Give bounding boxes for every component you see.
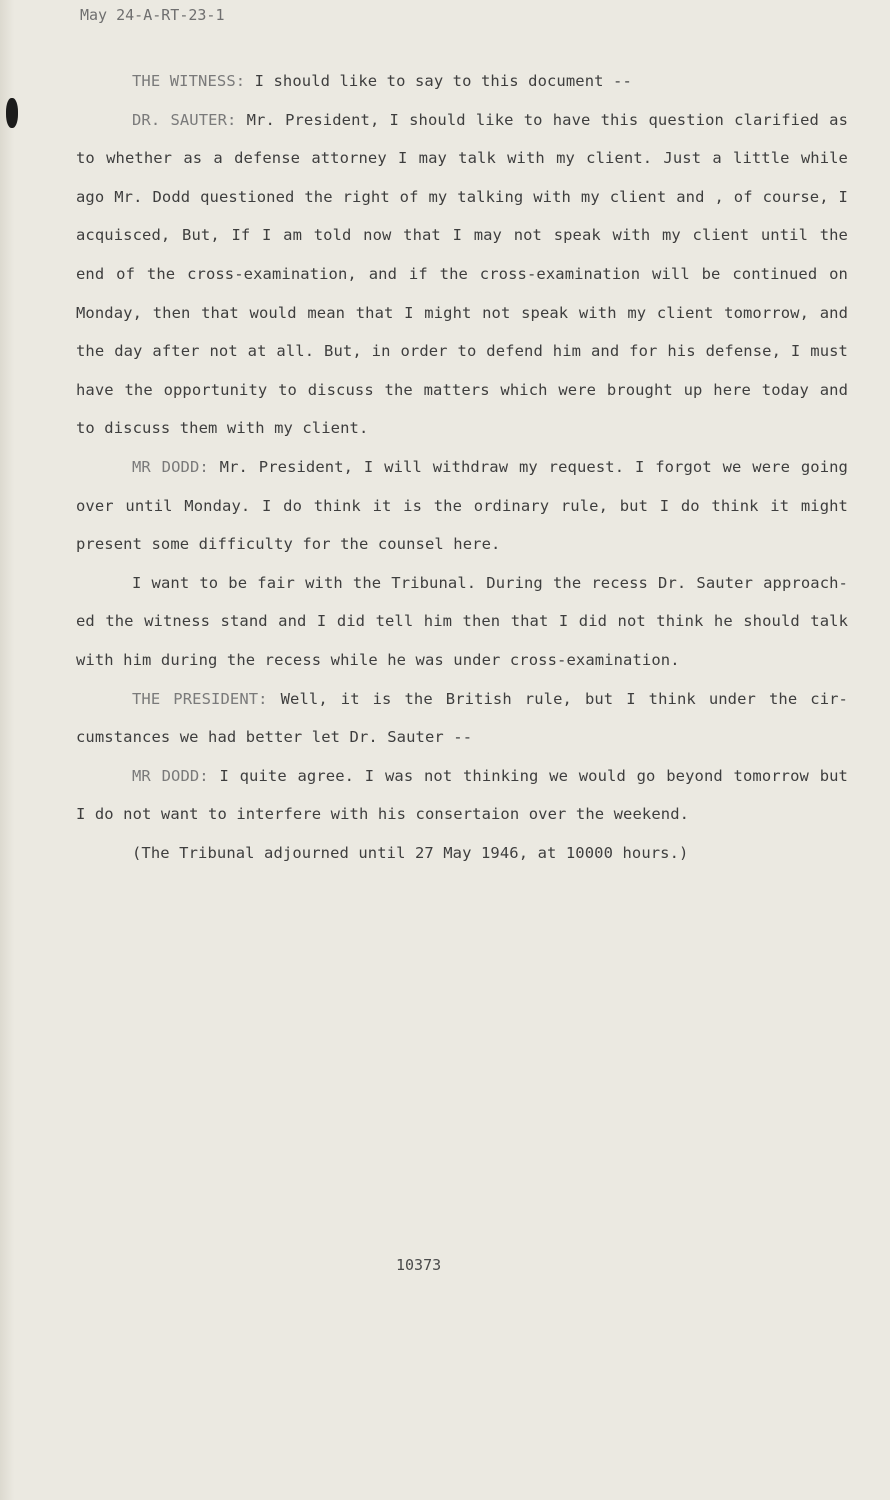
paragraph-dodd-1 [76, 448, 848, 564]
paragraph-text: I quite agree. I was not thinking we would go beyond tomorrow but I do not want to interfere with his consertaion over the weekend. [76, 766, 848, 824]
paragraph-dodd-3 [76, 757, 848, 834]
transcript-body [76, 62, 848, 872]
speaker-label: THE PRESIDENT: [132, 689, 268, 708]
paragraph-text: (The Tribunal adjourned until 27 May 1946, at 10000 hours.) [132, 843, 689, 862]
paragraph-sauter [76, 101, 848, 448]
speaker-label: DR. SAUTER: [132, 110, 237, 129]
paragraph-president [76, 680, 848, 757]
paragraph-text: Well, it is the British rule, but I think under the cir-cumstances we had better let Dr. Sauter -- [76, 689, 848, 747]
paragraph-text: I want to be fair with the Tribunal. During the recess Dr. Sauter approach-ed the witness stand and I did tell him then that I did not think he should talk with him during the recess while he was under cross-examination. [76, 573, 848, 669]
page-left-edge [0, 0, 14, 1500]
punch-hole-mark [6, 98, 18, 128]
paragraph-text: Mr. President, I should like to have this question clarified as to whether as a defense attorney I may talk with my client. Just a little while ago Mr. Dodd questioned the right of my talking with my client and , of course, I acquisced, But, If I am told now that I may not speak with my client until the end of the cross-examination, and if the cross-examination will be continued on Monday, then that would mean that I might not speak with my client tomorrow, and the day after not at all. But, in order to defend him and for his defense, I must have the opportunity to discuss the matters which were brought up here today and to discuss them with my client. [76, 110, 848, 438]
paragraph-text: Mr. President, I will withdraw my request. I forgot we were going over until Monday. I do think it is the ordinary rule, but I do think it might present some difficulty for the counsel here. [76, 457, 848, 554]
speaker-label: THE WITNESS: [132, 72, 246, 90]
paragraph-adjournment [76, 834, 848, 873]
paragraph-witness [76, 62, 848, 101]
speaker-label: MR DODD: [132, 457, 209, 476]
speaker-label: MR DODD: [132, 766, 209, 785]
page-number: 10373 [396, 1256, 442, 1274]
document-header: May 24-A-RT-23-1 [80, 6, 225, 24]
paragraph-dodd-2 [76, 564, 848, 680]
paragraph-text: I should like to say to this document -- [245, 72, 632, 90]
